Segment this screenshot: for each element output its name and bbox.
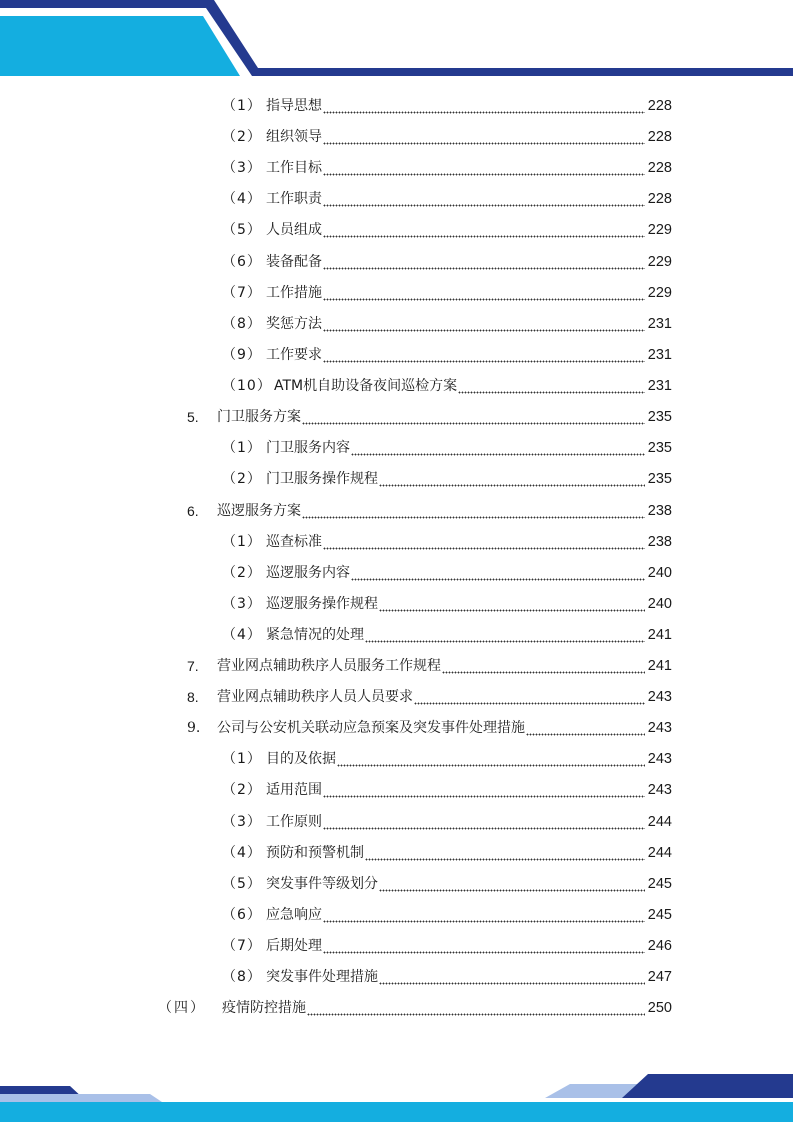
toc-entry-number: 6.	[187, 503, 199, 519]
toc-entry-page: 247	[647, 969, 672, 985]
dot-leader	[323, 158, 645, 178]
dot-leader	[323, 252, 645, 272]
toc-entry-page: 228	[647, 160, 672, 176]
toc-entry-number: （3）	[222, 814, 262, 830]
toc-entry-number: （2）	[222, 471, 262, 487]
toc-entry-page: 228	[647, 191, 672, 207]
toc-entry-number: （4）	[222, 845, 262, 861]
dot-leader	[337, 749, 645, 769]
dot-leader	[323, 127, 645, 147]
dot-leader	[323, 936, 645, 956]
toc-entry-number: （5）	[222, 876, 262, 892]
toc-entry-title: 装备配备	[266, 254, 322, 270]
toc-entry-number: （2）	[222, 782, 262, 798]
toc-entry-number: （6）	[222, 907, 262, 923]
toc-entry-title: 工作目标	[266, 160, 322, 176]
dot-leader	[323, 314, 645, 334]
toc-entry-page: 229	[647, 254, 672, 270]
toc-entry-number: 9.	[187, 720, 201, 736]
toc-entry-number: （四）	[158, 1000, 206, 1016]
toc-entry[interactable]	[222, 314, 672, 334]
toc-entry-page: 244	[647, 845, 672, 861]
toc-entry-title: 工作原则	[266, 814, 322, 830]
toc-entry[interactable]	[187, 718, 672, 738]
toc-entry-number: （8）	[222, 969, 262, 985]
toc-entry-number: （4）	[222, 627, 262, 643]
toc-entry-number: （3）	[222, 160, 262, 176]
dot-leader	[379, 469, 645, 489]
toc-entry-title: 门卫服务方案	[217, 409, 301, 425]
toc-entry-title: 巡逻服务内容	[266, 565, 350, 581]
toc-entry[interactable]	[222, 283, 672, 303]
toc-entry-number: （3）	[222, 596, 262, 612]
toc-entry-page: 241	[647, 658, 672, 674]
toc-entry-number: （1）	[222, 440, 262, 456]
dot-leader	[379, 874, 645, 894]
toc-entry-title: 工作职责	[266, 191, 322, 207]
toc-entry-title: 公司与公安机关联动应急预案及突发事件处理措施	[217, 720, 525, 736]
toc-entry[interactable]	[222, 594, 672, 614]
toc-entry[interactable]	[187, 501, 672, 521]
toc-entry-title: 适用范围	[266, 782, 322, 798]
dot-leader	[323, 189, 645, 209]
toc-entry[interactable]	[222, 780, 672, 800]
toc-entry-title: 工作措施	[266, 285, 322, 301]
dot-leader	[526, 718, 645, 738]
dot-leader	[379, 594, 645, 614]
toc-entry[interactable]	[222, 345, 672, 365]
toc-entry-number: （2）	[222, 565, 262, 581]
dot-leader	[323, 345, 645, 365]
dot-leader	[323, 905, 645, 925]
toc-entry[interactable]	[222, 252, 672, 272]
toc-entry-page: 235	[647, 409, 672, 425]
toc-entry[interactable]	[222, 749, 672, 769]
toc-entry-title: 奖惩方法	[266, 316, 322, 332]
toc-entry[interactable]	[222, 96, 672, 116]
toc-entry-title: 后期处理	[266, 938, 322, 954]
toc-entry[interactable]	[222, 532, 672, 552]
dot-leader	[323, 532, 645, 552]
dot-leader	[323, 812, 645, 832]
toc-entry-title: 突发事件处理措施	[266, 969, 378, 985]
toc-entry-title: 组织领导	[266, 129, 322, 145]
dot-leader	[365, 625, 645, 645]
dot-leader	[351, 563, 645, 583]
dot-leader	[351, 438, 645, 458]
toc-entry-number: （1）	[222, 98, 262, 114]
toc-entry-number: （10）	[222, 378, 272, 394]
dot-leader	[323, 220, 645, 240]
toc-entry-title: 营业网点辅助秩序人员服务工作规程	[217, 658, 441, 674]
toc-entry-page: 231	[647, 347, 672, 363]
toc-entry-title: 人员组成	[266, 222, 322, 238]
toc-entry[interactable]	[222, 812, 672, 832]
toc-entry-page: 229	[647, 222, 672, 238]
dot-leader	[302, 407, 645, 427]
toc-entry[interactable]	[222, 874, 672, 894]
dot-leader	[302, 501, 645, 521]
toc-entry-page: 235	[647, 471, 672, 487]
toc-entry[interactable]	[222, 127, 672, 147]
dot-leader	[323, 780, 645, 800]
toc-entry[interactable]	[187, 407, 672, 427]
toc-entry-title: 工作要求	[266, 347, 322, 363]
toc-entry-number: （5）	[222, 222, 262, 238]
toc-entry-title: 紧急情况的处理	[266, 627, 364, 643]
toc-entry-number: （2）	[222, 129, 262, 145]
toc-entry-page: 243	[647, 751, 672, 767]
toc-entry-title: 指导思想	[266, 98, 322, 114]
toc-entry[interactable]	[222, 625, 672, 645]
toc-entry-title: ATM机自助设备夜间巡检方案	[274, 378, 458, 394]
toc-entry-page: 244	[647, 814, 672, 830]
toc-entry-page: 238	[647, 503, 672, 519]
toc-entry-title: 目的及依据	[266, 751, 336, 767]
toc-entry-page: 238	[647, 534, 672, 550]
toc-entry-title: 突发事件等级划分	[266, 876, 378, 892]
toc-entry-page: 241	[647, 627, 672, 643]
toc-entry-title: 预防和预警机制	[266, 845, 364, 861]
toc-entry-page: 231	[647, 378, 672, 394]
toc-entry-page: 243	[647, 720, 672, 736]
toc-entry-page: 231	[647, 316, 672, 332]
toc-entry-title: 门卫服务内容	[266, 440, 350, 456]
dot-leader	[307, 998, 645, 1018]
toc-entry[interactable]	[222, 220, 672, 240]
toc-entry-page: 228	[647, 129, 672, 145]
toc-entry-title: 营业网点辅助秩序人员人员要求	[217, 689, 413, 705]
dot-leader	[379, 967, 645, 987]
toc-entry-page: 246	[647, 938, 672, 954]
toc-entry-number: 7.	[187, 658, 199, 674]
toc-entry-title: 门卫服务操作规程	[266, 471, 378, 487]
toc-entry-number: （1）	[222, 751, 262, 767]
dot-leader	[323, 283, 645, 303]
toc-entry[interactable]	[222, 438, 672, 458]
toc-entry[interactable]	[222, 158, 672, 178]
dot-leader	[458, 376, 645, 396]
toc-entry-number: （6）	[222, 254, 262, 270]
toc-entry[interactable]	[222, 967, 672, 987]
toc-entry-page: 229	[647, 285, 672, 301]
toc-entry[interactable]	[187, 656, 672, 676]
dot-leader	[414, 687, 645, 707]
toc-entry-page: 235	[647, 440, 672, 456]
toc-entry-title: 巡逻服务操作规程	[266, 596, 378, 612]
toc-entry[interactable]	[222, 936, 672, 956]
dot-leader	[323, 96, 645, 116]
toc-entry[interactable]	[158, 998, 672, 1018]
toc-entry-number: （1）	[222, 534, 262, 550]
toc-entry[interactable]	[187, 687, 672, 707]
toc-entry-number: （9）	[222, 347, 262, 363]
toc-entry-page: 245	[647, 907, 672, 923]
dot-leader	[365, 843, 645, 863]
toc-entry-number: （7）	[222, 285, 262, 301]
toc-entry-number: （4）	[222, 191, 262, 207]
toc-entry[interactable]	[222, 843, 672, 863]
toc-entry-number: 8.	[187, 689, 199, 705]
toc-entry-page: 243	[647, 782, 672, 798]
toc-entry-number: 5.	[187, 409, 199, 425]
toc-entry-page: 240	[647, 596, 672, 612]
toc-entry[interactable]	[222, 376, 672, 396]
toc-entry-title: 巡逻服务方案	[217, 503, 301, 519]
toc-entry-title: 疫情防控措施	[222, 1000, 306, 1016]
toc-entry[interactable]	[222, 563, 672, 583]
toc-entry[interactable]	[222, 469, 672, 489]
toc-entry-page: 228	[647, 98, 672, 114]
toc-entry-number: （7）	[222, 938, 262, 954]
toc-entry-page: 240	[647, 565, 672, 581]
toc-entry-title: 应急响应	[266, 907, 322, 923]
toc-entry-number: （8）	[222, 316, 262, 332]
toc-entry-page: 243	[647, 689, 672, 705]
toc-entry-page: 245	[647, 876, 672, 892]
dot-leader	[442, 656, 645, 676]
toc-entry-title: 巡查标准	[266, 534, 322, 550]
toc-entry[interactable]	[222, 189, 672, 209]
toc-entry[interactable]	[222, 905, 672, 925]
toc-entry-page: 250	[647, 1000, 672, 1016]
